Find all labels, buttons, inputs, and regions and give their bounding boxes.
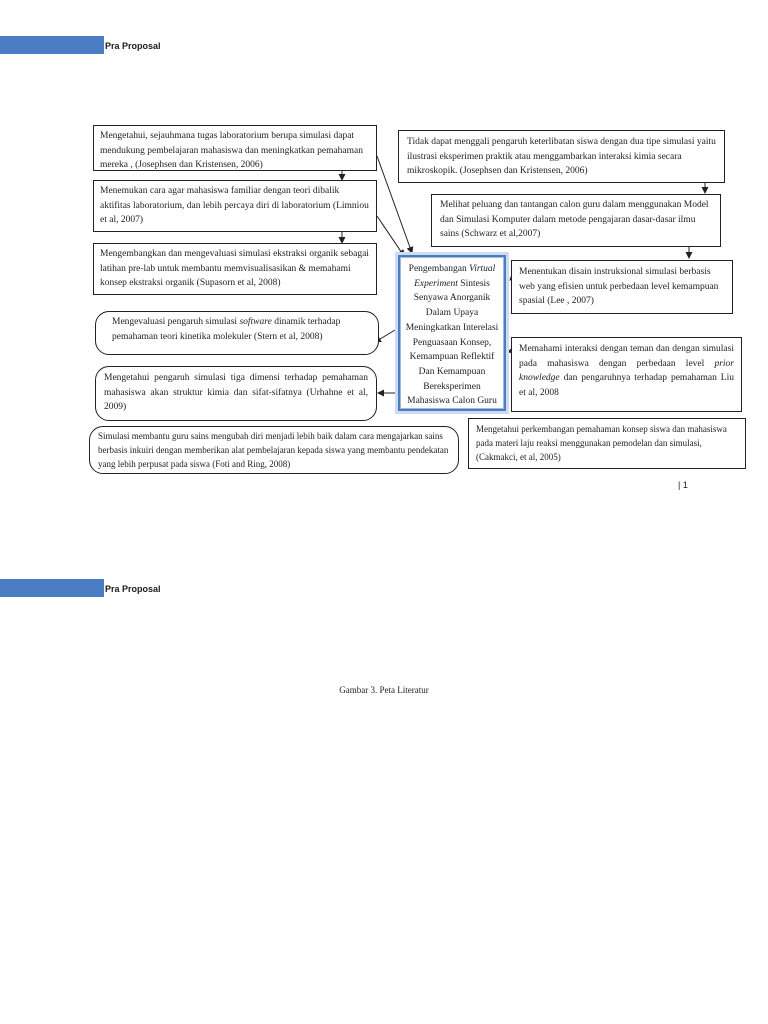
figure-caption: Gambar 3. Peta Literatur [339, 685, 429, 695]
literature-box-left-5 [95, 366, 377, 421]
text-segment: Sintesis Senyawa Anorganik Dalam Upaya Meningkatkan Interelasi Penguasaan Konsep, Kemampuan Reflektif Dan Kemampuan Bereksperimen [405, 278, 499, 392]
literature-text: Mengetahui, sejauhmana tugas laboratorium berupa simulasi dapat mendukung pembelajaran mahasiswa dan meningkatkan pemahaman mereka , (Josephsen dan Kristensen, 2006) [100, 131, 364, 171]
header-title: Pra Proposal [105, 41, 161, 51]
literature-text: Mengembangkan dan mengevaluasi simulasi ekstraksi organik sebagai latihan pre-lab untuk membantu memvisualisasikan & memahami konsep ekstraksi organik (Supasorn et al, 2008) [100, 249, 369, 289]
text-segment: Pengembangan [408, 264, 467, 274]
page-number: | 1 [678, 480, 688, 490]
literature-box-left-4 [95, 311, 379, 355]
literature-text: Menemukan cara agar mahasiswa familiar dengan teori dibalik aktifitas laboratorium, dan lebih percaya diri di laboratorium (Limniou et al, 2007) [100, 186, 369, 226]
literature-box-left-3 [93, 243, 377, 295]
literature-text: Menentukan disain instruksional simulasi berbasis web yang efisien untuk perbedaan level kemampuan spasial (Lee , 2007) [519, 267, 719, 307]
literature-box-right-5 [468, 418, 746, 469]
literature-text: Melihat peluang dan tantangan calon guru dalam menggunakan Model dan Simulasi Komputer dalam metode pengajaran dasar-dasar ilmu sains (Schwarz et al,2007) [440, 200, 709, 240]
text-segment: dinamik terhadap pemahaman teori kinetika molekuler (Stern et al, 2008) [112, 317, 341, 342]
text-segment: Memahami interaksi dengan teman dan dengan simulasi pada mahasiswa dengan perbedaan level [519, 344, 734, 369]
literature-box-right-1 [398, 130, 725, 183]
text-segment: Mengevaluasi pengaruh simulasi [112, 317, 238, 327]
text-italic-segment: prior knowledge [519, 358, 735, 384]
literature-box-left-1 [93, 125, 377, 171]
literature-text: Simulasi membantu guru sains mengubah diri menjadi lebih baik dalam cara mengajarkan sains berbasis inkuiri dengan memberikan alat pembelajaran kepada siswa yang membantu pendekatan yang lebih perpusat pada siswa (Foti and Ring, 2008) [98, 431, 449, 469]
literature-box-left-2 [93, 180, 377, 232]
literature-box-right-4 [511, 337, 742, 412]
central-topic-text [404, 262, 500, 409]
literature-text [112, 315, 366, 344]
literature-text [519, 342, 734, 401]
literature-text: Mengetahui pengaruh simulasi tiga dimensi terhadap pemahaman mahasiswa akan struktur kimia dan sifat-sifatnya (Urhahne et al, 2009) [104, 373, 368, 413]
central-research-topic-box [398, 255, 506, 411]
arrow-to-center-2 [377, 216, 404, 256]
header-accent-bar-2 [0, 579, 104, 597]
literature-box-right-3 [511, 260, 733, 314]
text-segment: Mahasiswa Calon Guru [407, 396, 497, 407]
text-segment: dan pengaruhnya terhadap pemahaman Liu et al, 2008 [519, 373, 735, 399]
header-title-2: Pra Proposal [105, 584, 161, 594]
literature-box-right-2 [431, 194, 721, 247]
literature-box-left-6 [89, 426, 459, 474]
literature-text: Tidak dapat menggali pengaruh keterlibatan siswa dengan dua tipe simulasi yaitu ilustrasi eksperimen praktik atau menggambarkan interaksi kimia secara mikroskopik. (Josephsen dan Kristensen, 2006) [407, 137, 716, 177]
text-italic-segment: Virtual Experiment [414, 264, 496, 289]
text-italic-segment: software [239, 317, 272, 327]
literature-text: Mengetahui perkembangan pemahaman konsep siswa dan mahasiswa pada materi laju reaksi menggunakan pemodelan dan simulasi, (Cakmakci, et al, 2005) [476, 424, 727, 462]
